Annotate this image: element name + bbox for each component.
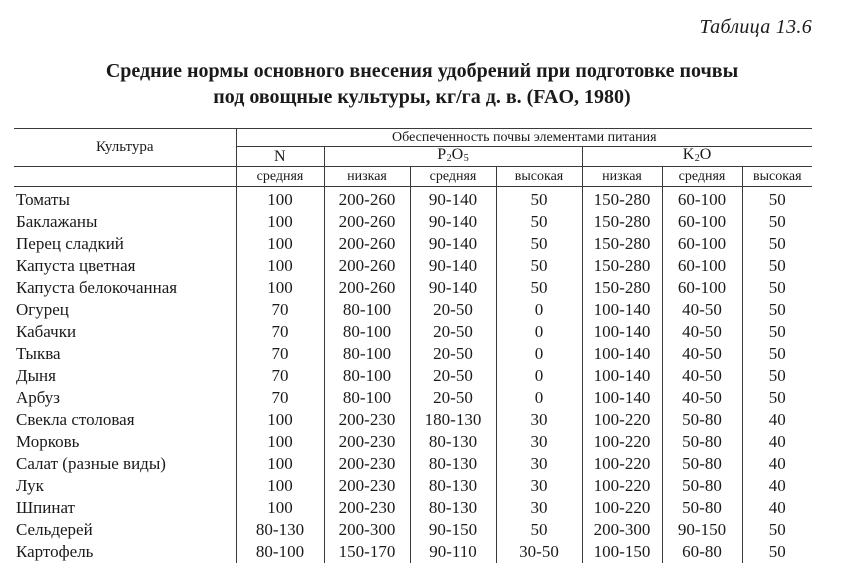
table-row [14, 211, 812, 233]
k-mid-cell: 60-100 [662, 255, 742, 277]
k-level-low-header: низкая [582, 167, 662, 187]
n-mid-cell: 80-100 [236, 541, 324, 563]
k-low-cell: 100-140 [582, 321, 662, 343]
n-mid-cell: 100 [236, 475, 324, 497]
k-high-cell: 40 [742, 431, 812, 453]
n-mid-cell: 100 [236, 409, 324, 431]
table-row [14, 431, 812, 453]
culture-column-header: Культура [14, 129, 236, 167]
k-low-cell: 150-280 [582, 277, 662, 299]
table-row [14, 321, 812, 343]
k-low-cell: 100-140 [582, 387, 662, 409]
k-high-cell: 50 [742, 233, 812, 255]
k-low-cell: 100-220 [582, 475, 662, 497]
culture-name-cell: Шпинат [14, 497, 236, 519]
p-mid-cell: 90-140 [410, 187, 496, 212]
table-row [14, 453, 812, 475]
p-high-cell: 0 [496, 299, 582, 321]
p-low-cell: 80-100 [324, 387, 410, 409]
k-high-cell: 50 [742, 387, 812, 409]
k-high-cell: 50 [742, 365, 812, 387]
p-low-cell: 80-100 [324, 299, 410, 321]
culture-name-cell: Капуста цветная [14, 255, 236, 277]
p-high-cell: 50 [496, 519, 582, 541]
n-mid-cell: 100 [236, 277, 324, 299]
nutrient-k-sub: 2 [694, 153, 700, 164]
p-mid-cell: 180-130 [410, 409, 496, 431]
n-level-mid-header: средняя [236, 167, 324, 187]
p-low-cell: 200-260 [324, 255, 410, 277]
culture-name-cell: Лук [14, 475, 236, 497]
k-high-cell: 50 [742, 187, 812, 212]
p-low-cell: 150-170 [324, 541, 410, 563]
k-high-cell: 50 [742, 343, 812, 365]
nutrient-k-label: K [682, 146, 695, 163]
k-mid-cell: 50-80 [662, 475, 742, 497]
table-row [14, 365, 812, 387]
n-mid-cell: 100 [236, 497, 324, 519]
p-mid-cell: 90-150 [410, 519, 496, 541]
p-high-cell: 50 [496, 277, 582, 299]
culture-subheader-empty [14, 167, 236, 187]
k-level-high-header: высокая [742, 167, 812, 187]
fertilizer-table [14, 128, 812, 563]
p-high-cell: 30 [496, 475, 582, 497]
p-mid-cell: 90-140 [410, 255, 496, 277]
culture-name-cell: Томаты [14, 187, 236, 212]
k-mid-cell: 60-100 [662, 187, 742, 212]
table-row [14, 187, 812, 212]
p-mid-cell: 90-110 [410, 541, 496, 563]
n-mid-cell: 70 [236, 365, 324, 387]
culture-name-cell: Картофель [14, 541, 236, 563]
p-mid-cell: 90-140 [410, 211, 496, 233]
p-mid-cell: 20-50 [410, 365, 496, 387]
k-low-cell: 100-220 [582, 431, 662, 453]
k-mid-cell: 40-50 [662, 365, 742, 387]
nutrient-n-header [236, 147, 324, 167]
n-mid-cell: 100 [236, 211, 324, 233]
culture-name-cell: Огурец [14, 299, 236, 321]
p-low-cell: 200-230 [324, 409, 410, 431]
k-low-cell: 100-220 [582, 409, 662, 431]
k-low-cell: 150-280 [582, 211, 662, 233]
k-mid-cell: 50-80 [662, 431, 742, 453]
culture-name-cell: Перец сладкий [14, 233, 236, 255]
k-high-cell: 50 [742, 299, 812, 321]
table-number: Таблица 13.6 [699, 16, 812, 38]
nutrient-k2o-header [582, 147, 812, 167]
p-mid-cell: 20-50 [410, 387, 496, 409]
k-mid-cell: 60-80 [662, 541, 742, 563]
p-mid-cell: 80-130 [410, 431, 496, 453]
table-row [14, 497, 812, 519]
k-mid-cell: 40-50 [662, 321, 742, 343]
k-mid-cell: 50-80 [662, 453, 742, 475]
p-low-cell: 200-230 [324, 431, 410, 453]
k-mid-cell: 60-100 [662, 277, 742, 299]
p-mid-cell: 20-50 [410, 299, 496, 321]
p-mid-cell: 80-130 [410, 497, 496, 519]
p-high-cell: 50 [496, 255, 582, 277]
table-row [14, 409, 812, 431]
p-high-cell: 50 [496, 211, 582, 233]
table-row [14, 277, 812, 299]
n-mid-cell: 70 [236, 321, 324, 343]
table-row [14, 255, 812, 277]
table-row [14, 519, 812, 541]
culture-name-cell: Баклажаны [14, 211, 236, 233]
p-high-cell: 0 [496, 321, 582, 343]
nutrient-p2o5-header [324, 147, 582, 167]
p-high-cell: 50 [496, 233, 582, 255]
culture-name-cell: Салат (разные виды) [14, 453, 236, 475]
k-low-cell: 100-140 [582, 365, 662, 387]
k-low-cell: 150-280 [582, 255, 662, 277]
table-body [14, 187, 812, 564]
k-mid-cell: 40-50 [662, 387, 742, 409]
k-mid-cell: 60-100 [662, 211, 742, 233]
culture-name-cell: Сельдерей [14, 519, 236, 541]
p-high-cell: 30 [496, 453, 582, 475]
p-low-cell: 80-100 [324, 321, 410, 343]
n-mid-cell: 100 [236, 255, 324, 277]
n-mid-cell: 70 [236, 299, 324, 321]
culture-name-cell: Кабачки [14, 321, 236, 343]
p-mid-cell: 20-50 [410, 321, 496, 343]
k-high-cell: 40 [742, 453, 812, 475]
nutrient-p-sub: 2 [446, 153, 452, 164]
k-mid-cell: 40-50 [662, 299, 742, 321]
culture-name-cell: Тыква [14, 343, 236, 365]
p-high-cell: 0 [496, 365, 582, 387]
p-low-cell: 200-230 [324, 453, 410, 475]
n-mid-cell: 100 [236, 453, 324, 475]
p-low-cell: 200-260 [324, 211, 410, 233]
p-high-cell: 30 [496, 497, 582, 519]
p-mid-cell: 90-140 [410, 277, 496, 299]
p-high-cell: 0 [496, 343, 582, 365]
k-high-cell: 50 [742, 519, 812, 541]
k-mid-cell: 50-80 [662, 409, 742, 431]
k-level-mid-header: средняя [662, 167, 742, 187]
k-high-cell: 40 [742, 475, 812, 497]
table-row [14, 387, 812, 409]
k-high-cell: 50 [742, 277, 812, 299]
p-high-cell: 0 [496, 387, 582, 409]
table-row [14, 541, 812, 563]
k-low-cell: 100-220 [582, 497, 662, 519]
table-row [14, 299, 812, 321]
nutrient-p-o-label: O [451, 146, 464, 163]
culture-name-cell: Морковь [14, 431, 236, 453]
k-mid-cell: 60-100 [662, 233, 742, 255]
k-high-cell: 40 [742, 409, 812, 431]
k-high-cell: 50 [742, 541, 812, 563]
k-high-cell: 50 [742, 255, 812, 277]
p-low-cell: 200-230 [324, 475, 410, 497]
table-title-line-2: под овощные культуры, кг/га д. в. (FAO, 1980) [213, 86, 631, 108]
culture-name-cell: Дыня [14, 365, 236, 387]
p-mid-cell: 20-50 [410, 343, 496, 365]
k-low-cell: 150-280 [582, 187, 662, 212]
k-low-cell: 200-300 [582, 519, 662, 541]
p-mid-cell: 80-130 [410, 475, 496, 497]
n-mid-cell: 70 [236, 387, 324, 409]
p-high-cell: 30 [496, 431, 582, 453]
culture-name-cell: Капуста белокочанная [14, 277, 236, 299]
p-high-cell: 30-50 [496, 541, 582, 563]
p-level-mid-header: средняя [410, 167, 496, 187]
p-low-cell: 200-260 [324, 233, 410, 255]
p-high-cell: 30 [496, 409, 582, 431]
n-mid-cell: 80-130 [236, 519, 324, 541]
k-low-cell: 100-150 [582, 541, 662, 563]
p-low-cell: 200-300 [324, 519, 410, 541]
p-high-cell: 50 [496, 187, 582, 212]
table-row [14, 475, 812, 497]
nutrient-n-label: N [273, 148, 287, 165]
p-low-cell: 200-260 [324, 277, 410, 299]
k-low-cell: 150-280 [582, 233, 662, 255]
p-low-cell: 80-100 [324, 365, 410, 387]
culture-name-cell: Арбуз [14, 387, 236, 409]
culture-name-cell: Свекла столовая [14, 409, 236, 431]
p-mid-cell: 80-130 [410, 453, 496, 475]
k-high-cell: 40 [742, 497, 812, 519]
table-title-line-1: Средние нормы основного внесения удобрений при подготовке почвы [105, 60, 739, 82]
p-mid-cell: 90-140 [410, 233, 496, 255]
n-mid-cell: 100 [236, 233, 324, 255]
table-row [14, 343, 812, 365]
k-mid-cell: 40-50 [662, 343, 742, 365]
p-low-cell: 80-100 [324, 343, 410, 365]
p-low-cell: 200-260 [324, 187, 410, 212]
k-high-cell: 50 [742, 211, 812, 233]
k-low-cell: 100-220 [582, 453, 662, 475]
table-row [14, 233, 812, 255]
p-low-cell: 200-230 [324, 497, 410, 519]
nutrient-p-label: P [437, 146, 447, 163]
p-level-low-header: низкая [324, 167, 410, 187]
p-level-high-header: высокая [496, 167, 582, 187]
table-title [0, 58, 844, 110]
k-low-cell: 100-140 [582, 299, 662, 321]
k-mid-cell: 50-80 [662, 497, 742, 519]
soil-supply-group-header: Обеспеченность почвы элементами питания [236, 129, 812, 147]
n-mid-cell: 70 [236, 343, 324, 365]
n-mid-cell: 100 [236, 187, 324, 212]
k-high-cell: 50 [742, 321, 812, 343]
nutrient-k-o-label: O [699, 146, 712, 163]
n-mid-cell: 100 [236, 431, 324, 453]
k-low-cell: 100-140 [582, 343, 662, 365]
k-mid-cell: 90-150 [662, 519, 742, 541]
nutrient-p-sub2: 5 [463, 153, 469, 164]
